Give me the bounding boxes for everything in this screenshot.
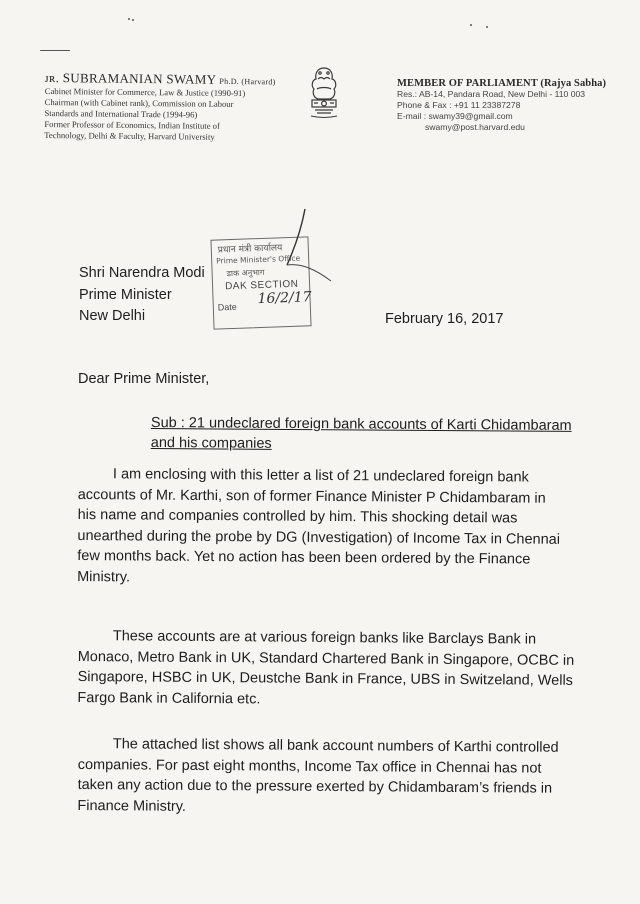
body-line: unearthed during the probe by DG (Investigation) of Income Tax in Chennai: [77, 527, 561, 548]
scan-speck: [40, 50, 70, 51]
body-line: These accounts are at various foreign banks like Barclays Bank in: [112, 628, 537, 648]
sender-credential: Standards and International Trade (1994-96): [44, 107, 198, 120]
sender-name: ᴊʀ. SUBRAMANIAN SWAMY Ph.D. (Harvard): [44, 70, 276, 87]
salutation: Dear Prime Minister,: [78, 371, 210, 387]
subject-line: [151, 413, 572, 456]
body-line: accounts of Mr. Karthi, son of former Finance Minister P Chidambaram in: [77, 486, 546, 507]
body-line: Fargo Bank in California etc.: [77, 689, 261, 707]
body-paragraph-2: [77, 626, 574, 712]
body-paragraph-1: [77, 464, 561, 591]
scan-speck: [470, 24, 472, 26]
scan-speck: [486, 26, 488, 28]
addressee-block: [79, 263, 205, 328]
sender-email: swamy@post.harvard.edu: [425, 122, 525, 132]
sender-credential: Chairman (with Cabinet rank), Commission on Labour: [44, 96, 234, 109]
letterhead-left: [44, 70, 300, 144]
body-line: Ministry.: [77, 568, 131, 585]
stamp-text: Prime Minister's Office: [216, 253, 301, 266]
body-line: his name and companies controlled by him. This shocking detail was: [77, 506, 518, 527]
letter-date: February 16, 2017: [385, 311, 504, 327]
sender-credential: Cabinet Minister for Commerce, Law & Justice (1990-91): [44, 85, 246, 99]
sender-phone: Phone & Fax : +91 11 23387278: [397, 100, 521, 110]
sender-credential: Former Professor of Economics, Indian Institute of: [44, 118, 220, 131]
addressee-name: Shri Narendra Modi: [79, 265, 205, 281]
stamp-date-value: 16/2/17: [257, 289, 312, 308]
sender-address: Res.: AB-14, Pandara Road, New Delhi - 110 003: [397, 89, 586, 99]
subject-text: Sub : 21 undeclared foreign bank accounts of Karti Chidambaram: [150, 414, 572, 434]
addressee-title: Prime Minister: [79, 286, 172, 303]
scan-speck: [128, 18, 130, 20]
letterhead-right: [397, 78, 637, 133]
body-line: companies. For past eight months, Income Tax office in Chennai has not: [77, 756, 542, 777]
body-line: I am enclosing with this letter a list of 21 undeclared foreign bank: [112, 466, 529, 486]
stamp-date-label: Date: [217, 301, 238, 313]
sender-title: MEMBER OF PARLIAMENT (Rajya Sabha): [397, 78, 607, 89]
body-line: few months back. Yet no action has been been ordered by the Finance: [77, 547, 531, 568]
stamp-text: प्रधान मंत्री कार्यालय: [217, 243, 283, 256]
scan-speck: [132, 19, 134, 21]
body-line: Finance Ministry.: [77, 797, 187, 815]
sender-email: E-mail : swamy39@gmail.com: [397, 111, 513, 121]
body-paragraph-3: [77, 734, 558, 820]
body-line: Singapore, HSBC in UK, Deustche Bank in France, UBS in Switzeland, Wells: [77, 668, 574, 689]
body-line: taken any action due to the pressure exerted by Chidambaram’s friends in: [77, 776, 553, 797]
sender-credential: Technology, Delhi & Faculty, Harvard University: [44, 129, 215, 142]
stamp-section: DAK SECTION: [224, 278, 299, 293]
stamp-text: डाक अनुभाग: [226, 267, 265, 279]
handwritten-mark-icon: [265, 205, 345, 285]
body-line: The attached list shows all bank account numbers of Karthi controlled: [112, 736, 559, 756]
body-line: Monaco, Metro Bank in UK, Standard Chartered Bank in Singapore, OCBC in: [77, 648, 575, 669]
addressee-city: New Delhi: [79, 308, 146, 324]
national-emblem-icon: [303, 62, 345, 122]
subject-text: and his companies: [150, 434, 272, 452]
